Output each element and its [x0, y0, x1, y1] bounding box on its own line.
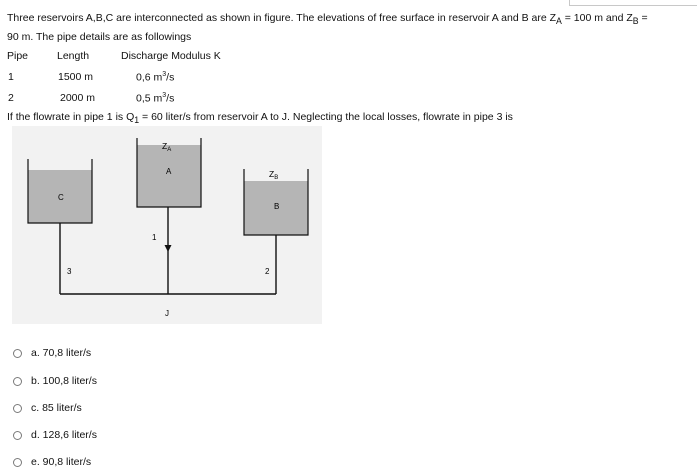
question-line-flow: If the flowrate in pipe 1 is $Q_1 = 60$ liter/s from reservoir A to J. Neglecting the local losses, flowrate in pipe 3 is [7, 111, 513, 126]
table-row-1-k: 0,6 $m^3/s$ [136, 71, 175, 84]
junction-label: J [165, 309, 169, 318]
reservoir-c-label: C [58, 193, 64, 202]
reservoir-figure [12, 126, 322, 324]
zb-label: $Z_B$ [269, 169, 279, 181]
radio-icon[interactable] [13, 349, 22, 358]
option-a[interactable] [13, 347, 91, 359]
option-d-label: d. 128,6 liter/s [31, 429, 97, 441]
table-header-length: Length [57, 50, 90, 62]
reservoir-diagram [12, 126, 322, 324]
table-row-1-length: 1500 m [58, 71, 94, 83]
option-c[interactable] [13, 402, 82, 414]
option-a-label: a. 70,8 liter/s [31, 347, 92, 359]
table-row-2-pipe: 2 [8, 92, 14, 104]
option-d[interactable] [13, 429, 97, 441]
option-e-label: e. 90,8 liter/s [31, 456, 92, 468]
option-c-label: c. 85 liter/s [31, 402, 82, 414]
question-line-1: Three reservoirs A,B,C are interconnected as shown in figure. The elevations of free surface in reservoir A and B are $Z_A = 100$ m and $Z_B$ = [7, 12, 648, 27]
table-row-2-length: 2000 m [60, 92, 96, 104]
pipe-3-label: 3 [67, 267, 72, 276]
reservoir-a-label: A [166, 167, 172, 176]
table-row-2-k: 0,5 $m^3/s$ [136, 92, 175, 105]
radio-icon[interactable] [13, 431, 22, 440]
radio-icon[interactable] [13, 404, 22, 413]
option-b[interactable] [13, 375, 97, 387]
radio-icon[interactable] [13, 377, 22, 386]
question-line-2: 90 m. The pipe details are as followings [7, 31, 192, 43]
pipe-2-label: 2 [265, 267, 270, 276]
panel-corner-border [569, 0, 697, 6]
radio-icon[interactable] [13, 458, 22, 467]
option-e[interactable] [13, 456, 91, 468]
table-header-discharge: Discharge Modulus K [121, 50, 221, 62]
reservoir-a-water [137, 145, 201, 207]
flow-arrow-icon [165, 245, 172, 252]
table-row-1-pipe: 1 [8, 71, 14, 83]
za-label: $Z_A$ [162, 141, 172, 153]
pipe-1-label: 1 [152, 233, 157, 242]
option-b-label: b. 100,8 liter/s [31, 375, 97, 387]
reservoir-b-label: B [274, 202, 280, 211]
table-header-pipe: Pipe [7, 50, 29, 62]
